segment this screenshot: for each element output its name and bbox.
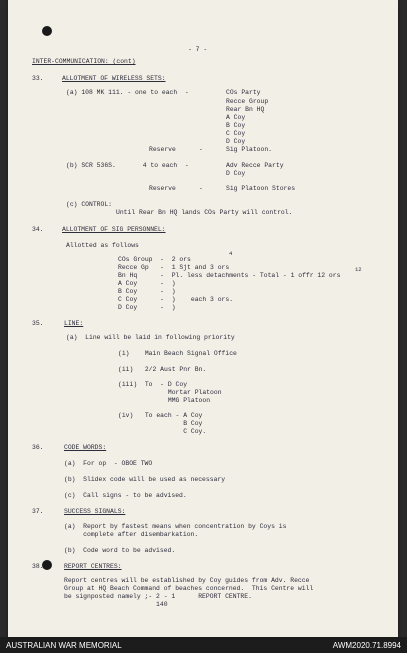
list-item: (c) Call signs - to be advised.	[64, 492, 187, 499]
para-number: 36.	[32, 444, 44, 451]
list-item: (iii) To - D Coy	[118, 381, 188, 388]
list-item: D Coy	[226, 170, 246, 177]
table-row: C Coy - ) each 3 ors.	[118, 296, 234, 303]
para-number: 35.	[32, 320, 44, 327]
list-item: C Coy.	[118, 428, 207, 435]
body-text: Allotted as follows	[66, 242, 139, 249]
archive-footer	[0, 637, 407, 653]
reserve-label: Reserve -	[149, 185, 203, 192]
table-row: A Coy - )	[118, 280, 176, 287]
item-label: (c) CONTROL:	[66, 201, 113, 208]
list-item: (i) Main Beach Signal Office	[118, 350, 237, 357]
body-text: (a) Report by fastest means when concentration by Coys is	[64, 523, 287, 530]
list-item: Recce Group	[226, 98, 269, 105]
list-item: B Coy	[118, 420, 203, 427]
item-label: (a) 108 MK 111. - one to each -	[66, 89, 189, 96]
para-title: CODE WORDS:	[64, 444, 107, 451]
table-row: Recce Gp - 1 Sjt and 3 ors	[118, 264, 230, 271]
list-item: (ii) 2/2 Aust Pnr Bn.	[118, 366, 207, 373]
body-text: (a) Line will be laid in following priority	[66, 334, 235, 341]
para-title: ALLOTMENT OF WIRELESS SETS:	[62, 75, 166, 82]
para-number: 37.	[32, 508, 44, 515]
body-text: Until Rear Bn HQ lands COs Party will control.	[116, 209, 293, 216]
table-row: Bn Hq - Pl. less detachments - Total - 1 offr 12 ors	[118, 272, 341, 279]
reserve-label: Reserve -	[149, 146, 203, 153]
list-item: (a) For op - OBOE TWO	[64, 460, 153, 467]
table-row: COs Group - 2 ors	[118, 256, 191, 263]
page-number: - 7 -	[188, 46, 208, 53]
list-item: Rear Bn HQ	[226, 106, 265, 113]
para-title: SUCCESS SIGNALS:	[64, 508, 126, 515]
footer-reference: AWM2020.71.8994	[332, 641, 401, 650]
body-text: be signposted namely ;- 2 - 1 REPORT CENTRE.	[64, 593, 252, 600]
section-heading: INTER-COMMUNICATION: (cont)	[32, 58, 136, 65]
body-text: (b) Code word to be advised.	[64, 547, 176, 554]
para-number: 38.	[32, 563, 44, 570]
list-item: MMG Platoon	[118, 397, 211, 404]
list-item: (b) Slidex code will be used as necessary	[64, 476, 226, 483]
list-item: Mortar Platoon	[118, 389, 222, 396]
body-text: 140	[64, 601, 168, 608]
table-row: D Coy - )	[118, 304, 176, 311]
punch-hole	[42, 26, 52, 36]
body-text: Group at HQ Beach Command of beaches concerned. This Centre will	[64, 585, 314, 592]
list-item: C Coy	[226, 130, 246, 137]
para-title: LINE:	[64, 320, 84, 327]
list-item: D Coy	[226, 138, 246, 145]
list-item: B Coy	[226, 122, 246, 129]
document-page	[8, 0, 398, 637]
para-number: 33.	[32, 75, 44, 82]
handwritten-note: 4	[229, 250, 233, 257]
list-item: Sig Platoon Stores	[226, 185, 296, 192]
para-number: 34.	[32, 226, 44, 233]
list-item: Adv Recce Party	[226, 162, 284, 169]
body-text: complete after disembarkation.	[64, 531, 199, 538]
footer-source: AUSTRALIAN WAR MEMORIAL	[6, 641, 122, 650]
handwritten-note: 12	[355, 266, 362, 273]
list-item: A Coy	[226, 114, 246, 121]
table-row: B Coy - )	[118, 288, 176, 295]
para-title: REPORT CENTRES:	[64, 563, 122, 570]
list-item: COs Party	[226, 89, 261, 96]
list-item: Sig Platoon.	[226, 146, 273, 153]
para-title: ALLOTMENT OF SIG PERSONNEL:	[62, 226, 166, 233]
body-text: Report centres will be established by Coy guides from Adv. Recce	[64, 577, 310, 584]
list-item: (iv) To each - A Coy	[118, 412, 203, 419]
item-label: (b) SCR 536S. 4 to each -	[66, 162, 189, 169]
